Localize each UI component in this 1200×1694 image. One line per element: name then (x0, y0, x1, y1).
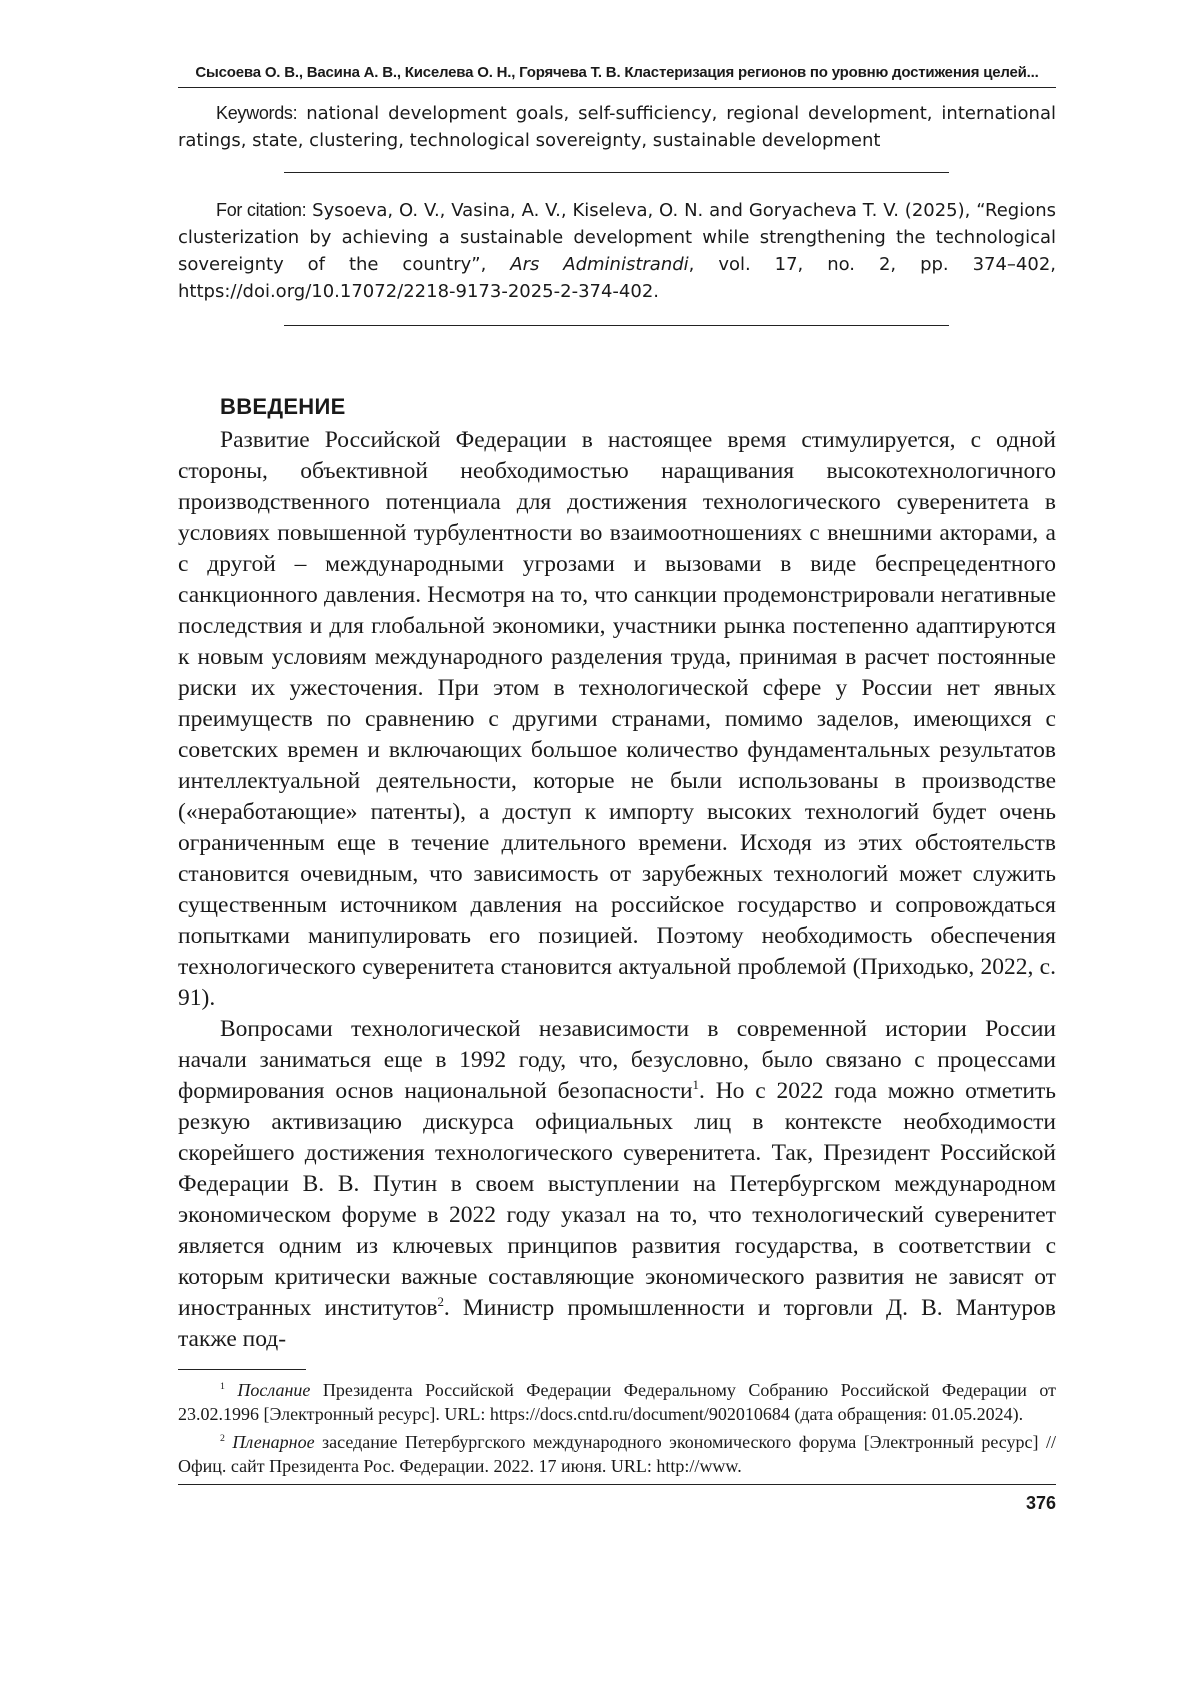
footnote-ref: 1 (693, 1077, 699, 1092)
footnote-ref: 2 (437, 1294, 443, 1309)
body-text (178, 425, 1056, 1355)
citation-label: For citation: (216, 200, 306, 220)
footnote-separator (178, 1369, 306, 1370)
footer-divider (178, 1484, 1056, 1485)
divider (284, 172, 949, 173)
footnote-number: 2 (220, 1433, 225, 1444)
section-title: ВВЕДЕНИЕ (220, 394, 1056, 420)
divider (284, 325, 949, 326)
citation-journal: Ars Administrandi (510, 254, 688, 275)
keywords-block (178, 100, 1056, 154)
paragraph: Развитие Российской Федерации в настоящее время стимулируется, с одной стороны, объективной необходимостью наращивания высокотехнологичного производственного потенциала для достижения технологического суверенитета в условиях повышенной турбулентности во взаимоотношениях с внешними акторами, а с другой – международными угрозами и вызовами в виде беспрецедентного санкционного давления. Несмотря на то, что санкции продемонстрировали негативные последствия и для глобальной экономики, участники рынка постепенно адаптируются к новым условиям международного разделения труда, принимая в расчет постоянные риски их ужесточения. При этом в технологической сфере у России нет явных преимуществ по сравнению с другими странами, помимо заделов, имеющихся с советских времен и включающих большое количество фундаментальных результатов интеллектуальной деятельности, которые не были использованы в производстве («неработающие» патенты), а доступ к импорту высоких технологий будет очень ограниченным еще в течение длительного времени. Исходя из этих обстоятельств становится очевидным, что зависимость от зарубежных технологий может служить существенным источником давления на российское государство и сопровождаться попытками манипулировать его позицией. Поэтому необходимость обеспечения технологического суверенитета становится актуальной проблемой (Приходько, 2022, с. 91). (178, 425, 1056, 1014)
running-head: Сысоева О. В., Васина А. В., Киселева О. Н., Горячева Т. В. Кластеризация регионов по уровню достижения целей... (178, 64, 1056, 88)
footnotes (178, 1378, 1056, 1478)
paragraph-text: . Но с 2022 года можно отметить резкую активизацию дискурса официальных лиц в контексте необходимости скорейшего достижения технологического суверенитета. Так, Президент Российской Федерации В. В. Путин в своем выступлении на Петербургском международном экономическом форуме в 2022 году указал на то, что технологический суверенитет является одним из ключевых принципов развития государства, в соответствии с которым критически важные составляющие экономического развития не зависят от иностранных институтов (178, 1078, 1056, 1321)
footnote (178, 1378, 1056, 1426)
footnote-text: Президента Российской Федерации Федеральному Собранию Российской Федерации от 23.02.1996 [Электронный ресурс]. URL: https://docs.cntd.ru/document/902010684 (дата обращения: 01.05.2024). (178, 1380, 1056, 1424)
citation-block (178, 197, 1056, 305)
keywords-label: Keywords: (216, 103, 297, 123)
page-number: 376 (178, 1493, 1056, 1514)
footnote-lead: Послание (237, 1380, 310, 1400)
paragraph-text: Вопросами технологической независимости в современной истории России начали заниматься еще в 1992 году, что, безусловно, было связано с процессами формирования основ национальной безопасности (178, 1016, 1056, 1104)
keywords-text: national development goals, self-sufficiency, regional development, international ratings, state, clustering, technological sovereignty, sustainable development (178, 103, 1056, 151)
footnote-number: 1 (220, 1381, 225, 1392)
citation-text: Sysoeva, O. V., Vasina, A. V., Kiseleva, O. N. and Goryacheva T. V. (2025), “Regions clusterization by achieving a sustainable development while strengthening the technological sovereignty of the country”, (178, 200, 1056, 275)
paragraph (178, 1014, 1056, 1355)
footnote-lead: Пленарное (232, 1432, 314, 1452)
citation-details: , vol. 17, no. 2, pp. 374–402, https://doi.org/10.17072/2218-9173-2025-2-374-402. (178, 254, 1056, 302)
paragraph-text: . Министр промышленности и торговли Д. В. Мантуров также под- (178, 1295, 1056, 1352)
footnote-text: заседание Петербургского международного экономического форума [Электронный ресурс] // Офиц. сайт Президента Рос. Федерации. 2022. 17 июня. URL: http://www. (178, 1432, 1056, 1476)
journal-page (178, 64, 1056, 1514)
footnote (178, 1430, 1056, 1478)
